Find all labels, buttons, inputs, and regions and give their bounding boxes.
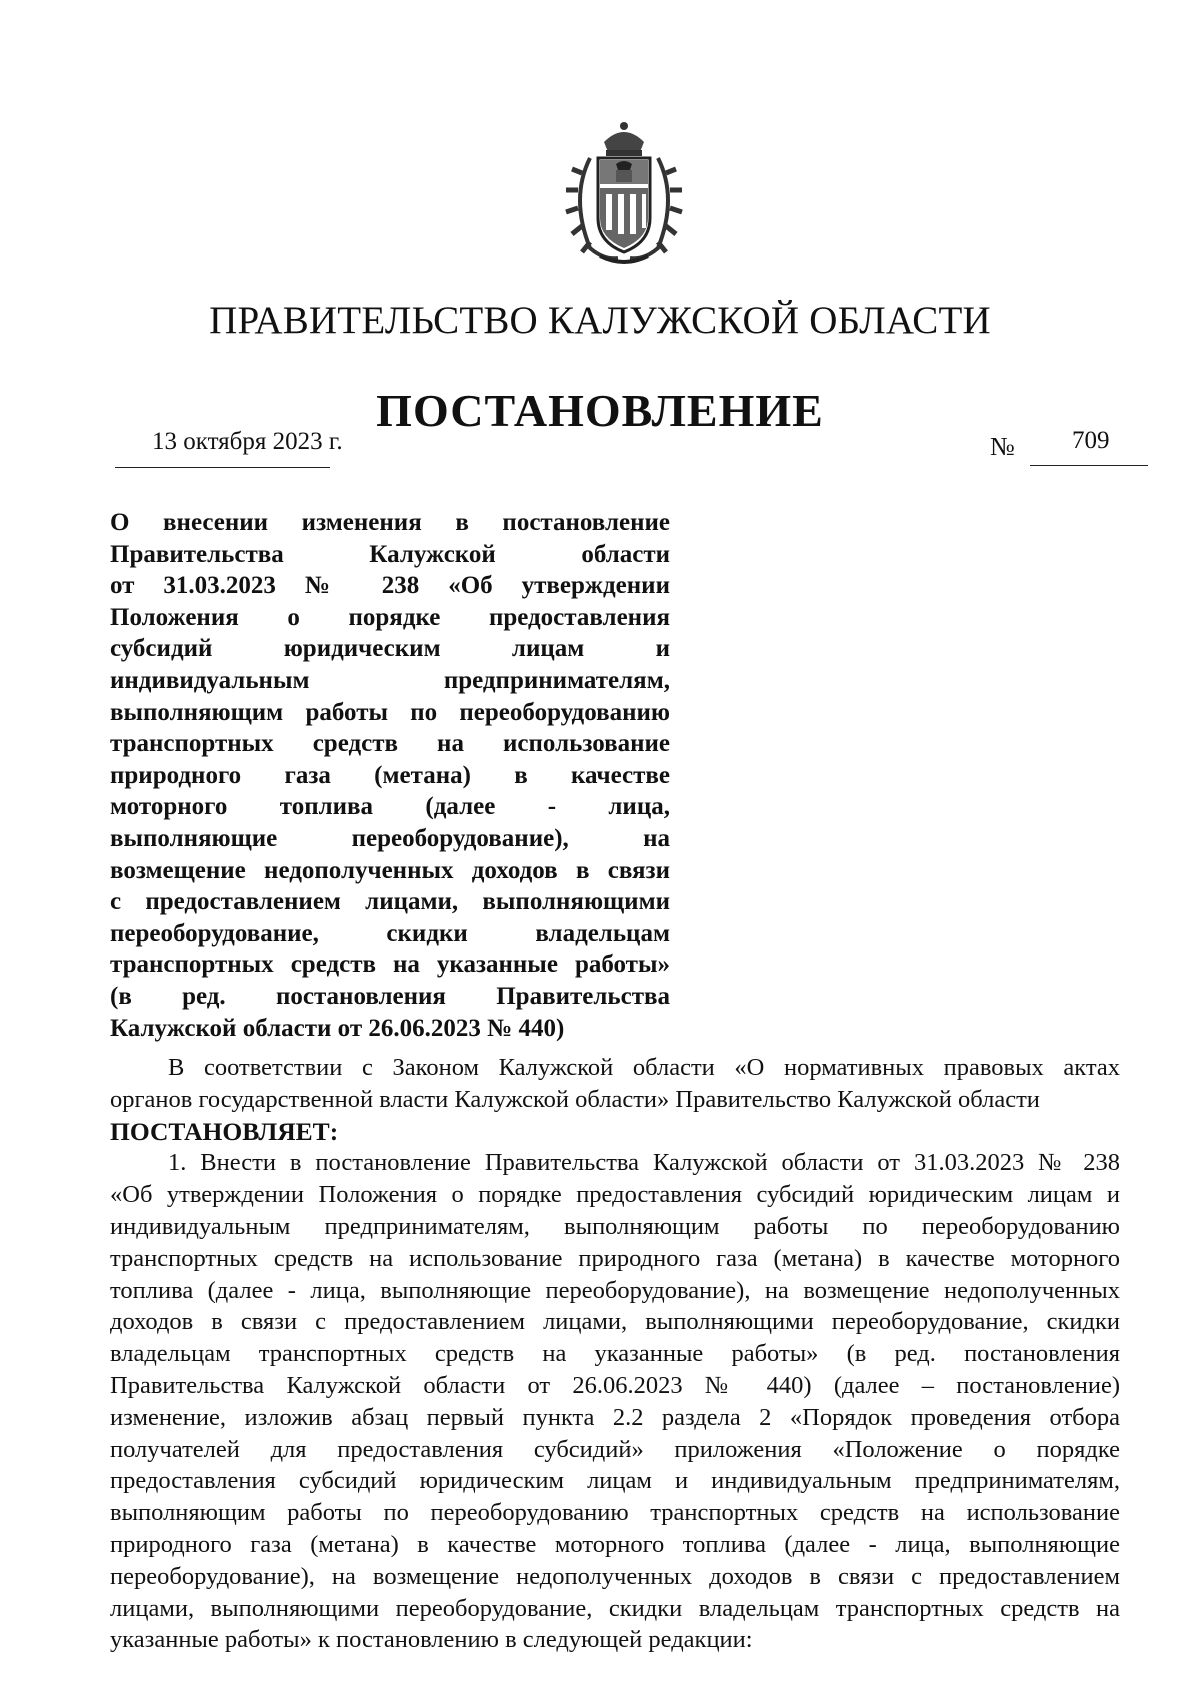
- subject-line: выполняющим работы по переоборудованию: [110, 698, 670, 726]
- subject-line: субсидий юридическим лицам и: [110, 635, 670, 663]
- item-line: предоставления субсидий юридическим лицам и индивидуальным предпринимателям,: [110, 1467, 1120, 1495]
- subject-line: переоборудование, скидки владельцам: [110, 919, 670, 947]
- item-line: лицами, выполняющими переоборудование, скидки владельцам транспортных средств на: [110, 1594, 1120, 1622]
- item-line: 1. Внести в постановление Правительства Калужской области от 31.03.2023 № 238: [168, 1149, 1120, 1177]
- subject-line: выполняющие переоборудование), на: [110, 824, 670, 852]
- subject-line: Положения о порядке предоставления: [110, 603, 670, 631]
- document-subject: [110, 507, 670, 1044]
- item-line: Правительства Калужской области от 26.06.2023 № 440) (далее – постановление): [110, 1371, 1120, 1399]
- subject-line: О внесении изменения в постановление: [110, 509, 670, 536]
- subject-line: Калужской области от 26.06.2023 № 440): [110, 1014, 565, 1042]
- preamble-line: органов государственной власти Калужской области» Правительство Калужской области: [110, 1085, 1040, 1113]
- subject-line: транспортных средств на использование: [110, 730, 670, 758]
- date-underline: [115, 467, 330, 468]
- government-title: ПРАВИТЕЛЬСТВО КАЛУЖСКОЙ ОБЛАСТИ: [209, 299, 991, 342]
- item-line: владельцам транспортных средств на указанные работы» (в ред. постановления: [110, 1340, 1120, 1368]
- document-type: ПОСТАНОВЛЕНИЕ: [376, 385, 824, 436]
- document-number: 709: [1072, 427, 1110, 454]
- preamble-line: В соответствии с Законом Калужской области «О нормативных правовых актах: [168, 1054, 1120, 1081]
- item-line: «Об утверждении Положения о порядке предоставления субсидий юридическим лицам и: [110, 1181, 1120, 1209]
- subject-line: от 31.03.2023 № 238 «Об утверждении: [110, 572, 670, 600]
- subject-line: индивидуальным предпринимателям,: [110, 666, 670, 694]
- decree-word: ПОСТАНОВЛЯЕТ:: [110, 1116, 339, 1146]
- subject-line: моторного топлива (далее - лица,: [110, 793, 670, 821]
- subject-line: возмещение недополученных доходов в связи: [110, 856, 670, 884]
- item-line: получателей для предоставления субсидий» приложения «Положение о порядке: [110, 1435, 1120, 1463]
- subject-line: (в ред. постановления Правительства: [110, 982, 670, 1010]
- item-line: природного газа (метана) в качестве моторного топлива (далее - лица, выполняющие: [110, 1530, 1120, 1558]
- item-line: доходов в связи с предоставлением лицами, выполняющими переоборудование, скидки: [110, 1308, 1120, 1336]
- document-body: [110, 1052, 1120, 1656]
- number-label: №: [990, 432, 1015, 461]
- number-underline: [1030, 465, 1148, 466]
- document-date: 13 октября 2023 г.: [152, 428, 343, 455]
- item-line: выполняющим работы по переоборудованию транспортных средств на использование: [110, 1499, 1120, 1527]
- item-line: топлива (далее - лица, выполняющие переоборудование), на возмещение недополученных: [110, 1276, 1120, 1304]
- coat-of-arms-icon: [560, 118, 688, 268]
- subject-line: транспортных средств на указанные работы»: [110, 951, 670, 979]
- subject-line: природного газа (метана) в качестве: [110, 761, 670, 789]
- item-line: указанные работы» к постановлению в следующей редакции:: [110, 1626, 753, 1654]
- item-line: транспортных средств на использование природного газа (метана) в качестве моторного: [110, 1244, 1120, 1272]
- item-line: переоборудование), на возмещение недополученных доходов в связи с предоставлением: [110, 1562, 1120, 1590]
- subject-line: Правительства Калужской области: [110, 540, 670, 568]
- item-line: изменение, изложив абзац первый пункта 2.2 раздела 2 «Порядок проведения отбора: [110, 1403, 1120, 1431]
- item-line: индивидуальным предпринимателям, выполняющим работы по переоборудованию: [110, 1212, 1120, 1240]
- subject-line: с предоставлением лицами, выполняющими: [110, 888, 670, 916]
